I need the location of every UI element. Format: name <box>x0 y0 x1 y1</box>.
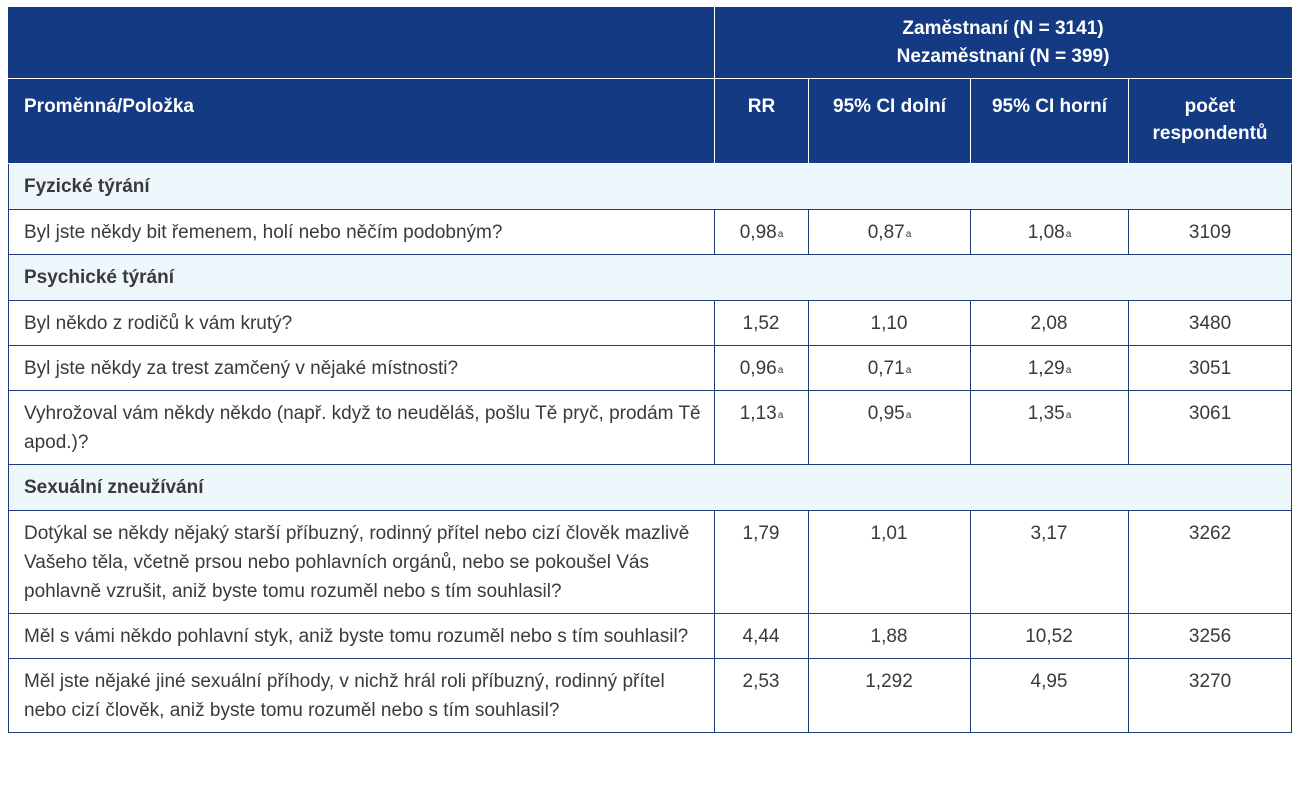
ci-low-value: 0,95 <box>867 403 905 424</box>
header-empty-cell <box>9 8 715 79</box>
group-header-line2: Nezaměstnaní (N = 399) <box>896 46 1110 67</box>
ci-low-value: 1,10 <box>870 313 908 334</box>
ci-low-cell <box>809 301 971 346</box>
item-text: Vyhrožoval vám někdy někdo (např. když to neuděláš, pošlu Tě pryč, prodám Tě apod.)? <box>9 391 715 465</box>
table-header <box>9 8 1292 164</box>
ci-high-cell <box>971 659 1129 733</box>
ci-low-value: 1,88 <box>870 626 908 647</box>
rr-footnote: a <box>777 229 784 240</box>
ci-low-value: 1,292 <box>865 671 913 692</box>
section-row-sexual-abuse <box>9 465 1292 511</box>
ci-high-value: 4,95 <box>1030 671 1068 692</box>
count-value: 3270 <box>1129 659 1292 733</box>
table-row <box>9 346 1292 391</box>
item-text: Byl jste někdy bit řemenem, holí nebo něčím podobným? <box>9 210 715 255</box>
table-row <box>9 511 1292 614</box>
table-row <box>9 659 1292 733</box>
ci-high-cell <box>971 346 1129 391</box>
item-text: Byl někdo z rodičů k vám krutý? <box>9 301 715 346</box>
section-row-physical-abuse <box>9 164 1292 210</box>
ci-low-footnote: a <box>905 410 912 421</box>
ci-high-cell <box>971 614 1129 659</box>
ci-high-value: 1,35 <box>1027 403 1065 424</box>
ci-low-cell <box>809 391 971 465</box>
section-title: Fyzické týrání <box>9 164 1292 210</box>
column-header-count <box>1129 79 1292 164</box>
table-row <box>9 391 1292 465</box>
ci-high-cell <box>971 210 1129 255</box>
count-value: 3256 <box>1129 614 1292 659</box>
ci-low-cell <box>809 210 971 255</box>
item-text: Byl jste někdy za trest zamčený v nějaké místnosti? <box>9 346 715 391</box>
section-row-psychological-abuse <box>9 255 1292 301</box>
ci-low-cell <box>809 614 971 659</box>
rr-cell <box>715 659 809 733</box>
rr-footnote: a <box>777 365 784 376</box>
column-header-ci-low: 95% CI dolní <box>809 79 971 164</box>
table-row <box>9 614 1292 659</box>
group-header <box>715 8 1292 79</box>
table-body <box>9 164 1292 733</box>
column-header-count-line1: počet <box>1184 96 1236 117</box>
ci-high-value: 1,29 <box>1027 358 1065 379</box>
rr-cell <box>715 614 809 659</box>
rr-value: 1,79 <box>742 523 780 544</box>
ci-low-value: 1,01 <box>870 523 908 544</box>
rr-value: 1,52 <box>742 313 780 334</box>
ci-low-value: 0,87 <box>867 222 905 243</box>
section-title: Sexuální zneužívání <box>9 465 1292 511</box>
ci-high-value: 10,52 <box>1025 626 1073 647</box>
ci-low-footnote: a <box>905 365 912 376</box>
rr-value: 0,98 <box>739 222 777 243</box>
item-text: Měl s vámi někdo pohlavní styk, aniž byste tomu rozuměl nebo s tím souhlasil? <box>9 614 715 659</box>
count-value: 3061 <box>1129 391 1292 465</box>
group-header-line1: Zaměstnaní (N = 3141) <box>902 18 1104 39</box>
ci-high-cell <box>971 391 1129 465</box>
ci-high-footnote: a <box>1065 229 1072 240</box>
count-value: 3262 <box>1129 511 1292 614</box>
count-value: 3480 <box>1129 301 1292 346</box>
rr-cell <box>715 301 809 346</box>
rr-value: 4,44 <box>742 626 780 647</box>
table-row <box>9 210 1292 255</box>
rr-value: 1,13 <box>739 403 777 424</box>
rr-cell <box>715 210 809 255</box>
ci-low-cell <box>809 659 971 733</box>
ci-high-cell <box>971 511 1129 614</box>
ci-high-value: 1,08 <box>1027 222 1065 243</box>
column-header-rr: RR <box>715 79 809 164</box>
rr-footnote: a <box>777 410 784 421</box>
count-value: 3051 <box>1129 346 1292 391</box>
column-header-count-line2: respondentů <box>1152 123 1268 144</box>
ci-high-value: 2,08 <box>1030 313 1068 334</box>
rr-value: 0,96 <box>739 358 777 379</box>
results-table <box>8 7 1292 733</box>
count-value: 3109 <box>1129 210 1292 255</box>
column-header-ci-high: 95% CI horní <box>971 79 1129 164</box>
ci-low-cell <box>809 511 971 614</box>
ci-high-value: 3,17 <box>1030 523 1068 544</box>
rr-cell <box>715 391 809 465</box>
rr-value: 2,53 <box>742 671 780 692</box>
ci-low-cell <box>809 346 971 391</box>
column-header-item: Proměnná/Položka <box>9 79 715 164</box>
table-row <box>9 301 1292 346</box>
item-text: Měl jste nějaké jiné sexuální příhody, v nichž hrál roli příbuzný, rodinný přítel nebo cizí člověk, aniž byste tomu rozuměl nebo s tím souhlasil? <box>9 659 715 733</box>
rr-cell <box>715 511 809 614</box>
section-title: Psychické týrání <box>9 255 1292 301</box>
ci-low-footnote: a <box>905 229 912 240</box>
ci-high-cell <box>971 301 1129 346</box>
ci-high-footnote: a <box>1065 365 1072 376</box>
ci-high-footnote: a <box>1065 410 1072 421</box>
item-text: Dotýkal se někdy nějaký starší příbuzný, rodinný přítel nebo cizí člověk mazlivě Vašeho těla, včetně prsou nebo pohlavních orgánů, nebo se pokoušel Vás pohlavně vzrušit, aniž byste tomu rozuměl nebo s tím souhlasil? <box>9 511 715 614</box>
ci-low-value: 0,71 <box>867 358 905 379</box>
rr-cell <box>715 346 809 391</box>
